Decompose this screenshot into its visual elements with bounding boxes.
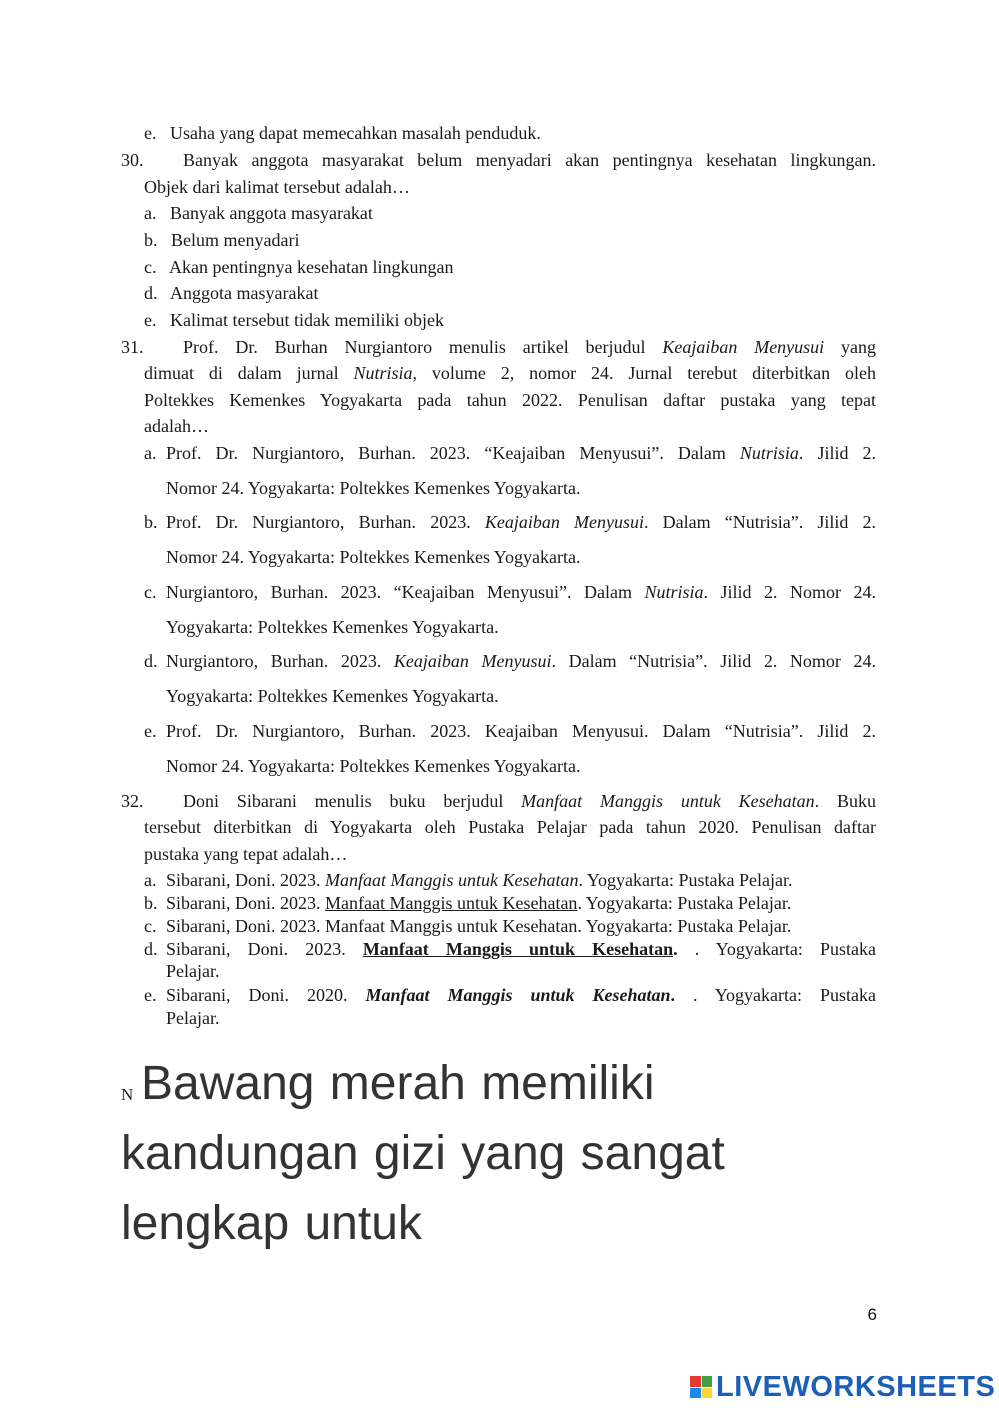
option-journal: Nutrisia (739, 443, 799, 463)
q31-option-d-label: d. (144, 651, 158, 671)
option-title: Manfaat Manggis untuk Kesehatan (365, 985, 671, 1005)
q32-option-d-label: d. (144, 939, 158, 959)
q31-number: 31. (121, 337, 144, 357)
option-text: . Yogyakarta: Pustaka Pelajar. (578, 870, 793, 890)
q32-stem-line1 (183, 790, 876, 812)
q32-option-c: Sibarani, Doni. 2023. Manfaat Manggis untuk Kesehatan. Yogyakarta: Pustaka Pelajar. (166, 916, 792, 936)
q31-option-a-line2: Nomor 24. Yogyakarta: Poltekkes Kemenkes Yogyakarta. (166, 478, 581, 498)
option-text: . Yogyakarta: Pustaka (693, 985, 877, 1005)
option-journal: Nutrisia (644, 582, 704, 602)
option-title: Keajaiban Menyusui (484, 512, 644, 532)
big-text-line1: Bawang merah memiliki (141, 1057, 655, 1110)
option-title: Manfaat Manggis untuk Kesehatan (325, 893, 578, 913)
q31-stem-text: dimuat di dalam jurnal (144, 363, 339, 383)
option-text: . Yogyakarta: Pustaka (694, 939, 876, 959)
q31-option-c-label: c. (144, 582, 157, 602)
option-text: Belum menyadari (171, 230, 300, 250)
q31-option-b-line1 (166, 511, 876, 533)
q32-stem-line3: pustaka yang tepat adalah… (144, 844, 348, 864)
q31-article-title: Keajaiban Menyusui (662, 337, 825, 357)
q30-stem-line1: Banyak anggota masyarakat belum menyadari akan pentingnya kesehatan lingkungan. (183, 150, 876, 170)
big-text-line2: kandungan gizi yang sangat (121, 1127, 725, 1180)
q30-option-d (144, 282, 318, 304)
option-label: a. (144, 203, 157, 223)
q30-stem-line2: Objek dari kalimat tersebut adalah… (144, 177, 410, 197)
q32-stem-line2: tersebut diterbitkan di Yogyakarta oleh Pustaka Pelajar pada tahun 2020. Penulisan daftar (144, 817, 876, 837)
q31-stem-text: Prof. Dr. Burhan Nurgiantoro menulis artikel berjudul (183, 337, 646, 357)
q32-stem-text: . Buku (814, 791, 877, 811)
q31-stem-line1 (183, 336, 876, 358)
q31-option-c-line1 (166, 581, 876, 603)
option-text: Nurgiantoro, Burhan. 2023. (166, 651, 382, 671)
option-title: Manfaat Manggis untuk Kesehatan (362, 939, 674, 959)
option-label: e. (144, 123, 157, 143)
q32-option-b-label: b. (144, 893, 158, 913)
option-text: Sibarani, Doni. 2023. (166, 939, 346, 959)
option-text: . Dalam “Nutrisia”. Jilid 2. (643, 512, 876, 532)
q31-stem-line4: adalah… (144, 416, 209, 436)
option-text: . Jilid 2. Nomor 24. (703, 582, 877, 602)
option-text: Usaha yang dapat memecahkan masalah penduduk. (170, 123, 541, 143)
liveworksheets-logo (690, 1372, 995, 1402)
q31-stem-line3: Poltekkes Kemenkes Yogyakarta pada tahun 2022. Penulisan daftar pustaka yang tepat (144, 390, 876, 410)
q30-number: 30. (121, 150, 144, 170)
q32-option-a-label: a. (144, 870, 157, 890)
q32-option-b (166, 892, 791, 914)
q31-journal-name: Nutrisia (353, 363, 413, 383)
option-text: Sibarani, Doni. 2020. (166, 985, 348, 1005)
option-text: Kalimat tersebut tidak memiliki objek (170, 310, 444, 330)
big-text-prefix: N (121, 1085, 134, 1104)
option-text: Prof. Dr. Nurgiantoro, Burhan. 2023. (166, 512, 471, 532)
q30-option-e (144, 309, 444, 331)
option-title: Manfaat Manggis untuk Kesehatan (325, 870, 579, 890)
option-text: . Jilid 2. (798, 443, 877, 463)
option-text: Sibarani, Doni. 2023. (166, 870, 321, 890)
option-label: e. (144, 310, 157, 330)
option-title: Keajaiban Menyusui (393, 651, 552, 671)
q31-option-b-line2: Nomor 24. Yogyakarta: Poltekkes Kemenkes Yogyakarta. (166, 547, 581, 567)
option-label: b. (144, 230, 158, 250)
option-label: c. (144, 257, 157, 277)
q31-option-e-label: e. (144, 721, 157, 741)
option-label: d. (144, 283, 158, 303)
q31-option-d-line1 (166, 650, 876, 672)
q31-option-b-label: b. (144, 512, 158, 532)
q32-book-title: Manfaat Manggis untuk Kesehatan (521, 791, 815, 811)
q31-option-d-line2: Yogyakarta: Poltekkes Kemenkes Yogyakarta. (166, 686, 499, 706)
liveworksheets-logo-icon (690, 1376, 712, 1398)
q31-option-a-label: a. (144, 443, 157, 463)
q31-option-e-line1: Prof. Dr. Nurgiantoro, Burhan. 2023. Keajaiban Menyusui. Dalam “Nutrisia”. Jilid 2. (166, 721, 876, 741)
q31-stem-text: , volume 2, nomor 24. Jurnal terebut diterbitkan oleh (412, 363, 877, 383)
big-text-line3: lengkap untuk (121, 1197, 422, 1250)
q30-option-c (144, 256, 453, 278)
q32-option-e-label: e. (144, 985, 157, 1005)
q32-option-a (166, 869, 792, 891)
option-text: Banyak anggota masyarakat (170, 203, 373, 223)
q31-option-a-line1 (166, 442, 876, 464)
page-number: 6 (867, 1305, 877, 1324)
q30-option-a (144, 202, 373, 224)
option-text: Nurgiantoro, Burhan. 2023. “Keajaiban Menyusui”. Dalam (166, 582, 633, 602)
option-text: . Yogyakarta: Pustaka Pelajar. (577, 893, 792, 913)
q31-stem-text: yang (841, 337, 877, 357)
option-text: Anggota masyarakat (170, 283, 319, 303)
option-text: Akan pentingnya kesehatan lingkungan (169, 257, 454, 277)
q32-number: 32. (121, 791, 144, 811)
q32-stem-text: Doni Sibarani menulis buku berjudul (183, 791, 504, 811)
q30-option-b (144, 229, 299, 251)
logo-text: LIVEWORKSHEETS (716, 1370, 996, 1403)
q32-option-c-label: c. (144, 916, 157, 936)
q32-option-d-line1: Sibarani, Doni. 2023. Manfaat Manggis untuk Kesehatan. . Yogyakarta: Pustaka (166, 939, 876, 959)
q31-stem-line2 (144, 362, 876, 384)
option-text: Prof. Dr. Nurgiantoro, Burhan. 2023. “Keajaiban Menyusui”. Dalam (166, 443, 726, 463)
option-text: . Dalam “Nutrisia”. Jilid 2. Nomor 24. (551, 651, 876, 671)
q32-option-e-line1: Sibarani, Doni. 2020. Manfaat Manggis untuk Kesehatan. . Yogyakarta: Pustaka (166, 985, 877, 1005)
q29-option-e (144, 122, 541, 144)
q32-option-e-line2: Pelajar. (166, 1008, 220, 1028)
option-text: Sibarani, Doni. 2023. (166, 893, 321, 913)
q31-option-c-line2: Yogyakarta: Poltekkes Kemenkes Yogyakarta. (166, 617, 499, 637)
q32-option-d-line2: Pelajar. (166, 961, 220, 981)
q31-option-e-line2: Nomor 24. Yogyakarta: Poltekkes Kemenkes Yogyakarta. (166, 756, 581, 776)
